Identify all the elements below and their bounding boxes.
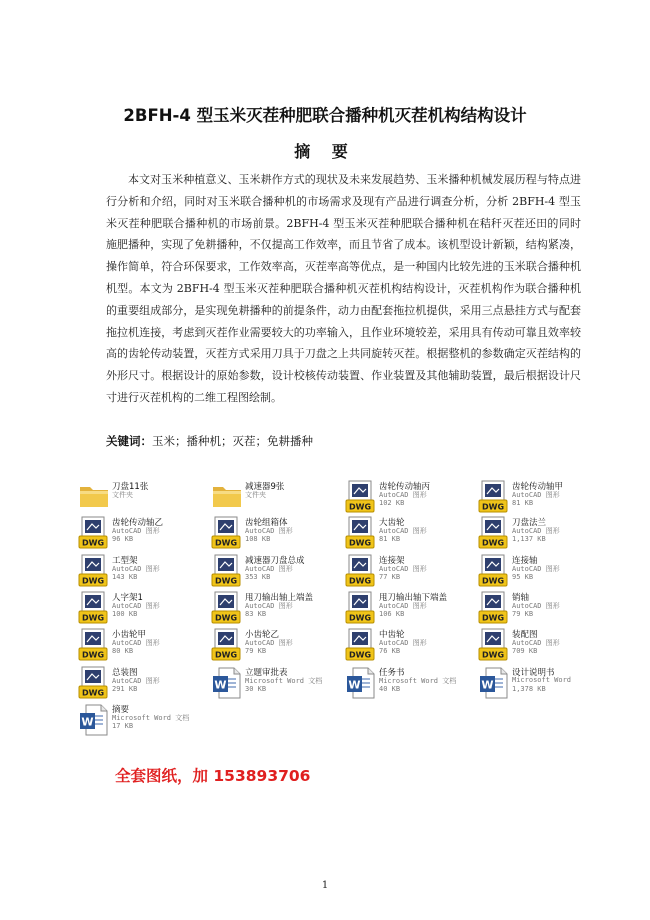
- file-item[interactable]: [478, 666, 610, 702]
- file-item[interactable]: [78, 480, 210, 516]
- folder-icon: [211, 480, 243, 514]
- svg-text:DWG: DWG: [481, 538, 505, 548]
- file-name: 工型架: [112, 556, 138, 566]
- file-type: AutoCAD 图形: [245, 565, 293, 573]
- file-name: 销轴: [512, 593, 530, 603]
- svg-text:DWG: DWG: [81, 613, 105, 623]
- dwg-file-icon: [478, 554, 510, 588]
- file-name: 齿轮传动轴甲: [512, 482, 564, 492]
- svg-text:DWG: DWG: [481, 613, 505, 623]
- dwg-file-icon: [345, 516, 377, 550]
- dwg-file-icon: [478, 480, 510, 514]
- keywords-line: [106, 433, 313, 449]
- file-name: 小齿轮甲: [112, 630, 147, 640]
- file-type: AutoCAD 图形: [512, 491, 560, 499]
- word-document-icon: [78, 703, 110, 737]
- dwg-file-icon: [78, 628, 110, 662]
- file-item[interactable]: [478, 554, 610, 590]
- svg-text:W: W: [481, 678, 494, 692]
- file-item[interactable]: [78, 703, 210, 739]
- file-type: AutoCAD 图形: [245, 602, 293, 610]
- svg-text:DWG: DWG: [214, 650, 238, 660]
- file-name: 装配图: [512, 630, 538, 640]
- file-name: 总装图: [112, 668, 138, 678]
- file-item[interactable]: [211, 591, 343, 627]
- file-name: 刀盘11张: [112, 482, 149, 492]
- file-type: AutoCAD 图形: [112, 677, 160, 685]
- file-type: AutoCAD 图形: [512, 639, 560, 647]
- file-name: 立题审批表: [245, 668, 288, 678]
- file-item[interactable]: [345, 480, 477, 516]
- file-type: AutoCAD 图形: [245, 527, 293, 535]
- file-item[interactable]: [211, 628, 343, 664]
- file-type: AutoCAD 图形: [379, 602, 427, 610]
- svg-text:DWG: DWG: [348, 650, 372, 660]
- svg-text:DWG: DWG: [348, 576, 372, 586]
- file-item[interactable]: [345, 628, 477, 664]
- file-name: 设计说明书: [512, 668, 555, 678]
- file-type: Microsoft Word 文档: [379, 677, 457, 685]
- svg-text:DWG: DWG: [214, 576, 238, 586]
- file-size: 81 KB: [512, 499, 534, 507]
- file-size: 79 KB: [512, 610, 534, 618]
- dwg-file-icon: [211, 628, 243, 662]
- file-type: 文件夹: [112, 491, 133, 499]
- file-name: 中齿轮: [379, 630, 405, 640]
- file-size: 108 KB: [245, 535, 271, 543]
- dwg-file-icon: [78, 591, 110, 625]
- file-type: AutoCAD 图形: [112, 639, 160, 647]
- file-name: 连接轴: [512, 556, 538, 566]
- dwg-file-icon: [211, 591, 243, 625]
- file-name: 甩刀输出轴上端盖: [245, 593, 314, 603]
- dwg-file-icon: [345, 554, 377, 588]
- keywords-label: 关键词：: [106, 434, 152, 448]
- dwg-file-icon: [478, 591, 510, 625]
- file-item[interactable]: [78, 591, 210, 627]
- file-item[interactable]: [478, 516, 610, 552]
- file-item[interactable]: [345, 666, 477, 702]
- file-listing: [78, 480, 618, 740]
- keywords-text: 玉米；播种机；灭茬；免耕播种: [152, 434, 313, 448]
- file-type: AutoCAD 图形: [112, 602, 160, 610]
- word-document-icon: [211, 666, 243, 700]
- file-size: 79 KB: [245, 647, 267, 655]
- dwg-file-icon: [211, 516, 243, 550]
- file-type: AutoCAD 图形: [379, 639, 427, 647]
- svg-text:DWG: DWG: [348, 538, 372, 548]
- svg-text:DWG: DWG: [81, 576, 105, 586]
- dwg-file-icon: [78, 554, 110, 588]
- file-type: AutoCAD 图形: [245, 639, 293, 647]
- file-name: 人字架1: [112, 593, 143, 603]
- svg-text:DWG: DWG: [481, 576, 505, 586]
- file-type: AutoCAD 图形: [512, 565, 560, 573]
- dwg-file-icon: [211, 554, 243, 588]
- dwg-file-icon: [78, 516, 110, 550]
- file-name: 大齿轮: [379, 518, 405, 528]
- file-item[interactable]: [211, 554, 343, 590]
- word-document-icon: [478, 666, 510, 700]
- svg-text:W: W: [81, 715, 94, 729]
- file-size: 17 KB: [112, 722, 134, 730]
- file-item[interactable]: [78, 628, 210, 664]
- file-size: 76 KB: [379, 647, 401, 655]
- svg-text:DWG: DWG: [348, 502, 372, 512]
- file-size: 81 KB: [379, 535, 401, 543]
- svg-text:DWG: DWG: [81, 650, 105, 660]
- file-type: Microsoft Word: [512, 676, 572, 684]
- dwg-file-icon: [78, 666, 110, 700]
- file-size: 100 KB: [112, 610, 138, 618]
- svg-text:DWG: DWG: [81, 538, 105, 548]
- svg-text:DWG: DWG: [214, 613, 238, 623]
- file-name: 小齿轮乙: [245, 630, 280, 640]
- file-name: 齿轮组箱体: [245, 518, 288, 528]
- file-item[interactable]: [211, 516, 343, 552]
- svg-text:DWG: DWG: [348, 613, 372, 623]
- file-name: 连接架: [379, 556, 405, 566]
- file-item[interactable]: [78, 554, 210, 590]
- dwg-file-icon: [345, 480, 377, 514]
- svg-text:W: W: [348, 678, 361, 692]
- file-item[interactable]: [478, 628, 610, 664]
- file-name: 摘要: [112, 705, 130, 715]
- file-size: 1,378 KB: [512, 685, 546, 693]
- file-item[interactable]: [211, 480, 343, 516]
- abstract-heading: 摘 要: [294, 142, 356, 161]
- file-item[interactable]: [345, 554, 477, 590]
- dwg-file-icon: [345, 591, 377, 625]
- svg-text:DWG: DWG: [481, 502, 505, 512]
- file-type: Microsoft Word 文档: [245, 677, 323, 685]
- dwg-file-icon: [345, 628, 377, 662]
- file-size: 40 KB: [379, 685, 401, 693]
- file-item[interactable]: [211, 666, 343, 702]
- file-type: AutoCAD 图形: [112, 527, 160, 535]
- svg-text:W: W: [214, 678, 227, 692]
- file-size: 96 KB: [112, 535, 134, 543]
- file-type: AutoCAD 图形: [379, 527, 427, 535]
- dwg-file-icon: [478, 516, 510, 550]
- file-name: 减速器刀盘总成: [245, 556, 305, 566]
- file-type: AutoCAD 图形: [379, 565, 427, 573]
- file-type: 文件夹: [245, 491, 266, 499]
- file-name: 齿轮传动轴丙: [379, 482, 431, 492]
- file-name: 刀盘法兰: [512, 518, 547, 528]
- promo-text: 全套图纸，加 153893706: [115, 767, 311, 785]
- document-title: 2BFH-4 型玉米灭茬种肥联合播种机灭茬机构结构设计: [123, 106, 527, 125]
- file-size: 77 KB: [379, 573, 401, 581]
- file-type: AutoCAD 图形: [512, 602, 560, 610]
- file-type: AutoCAD 图形: [112, 565, 160, 573]
- word-document-icon: [345, 666, 377, 700]
- file-item[interactable]: [345, 516, 477, 552]
- file-item[interactable]: [478, 480, 610, 516]
- file-name: 甩刀输出轴下端盖: [379, 593, 448, 603]
- dwg-file-icon: [478, 628, 510, 662]
- page-number: 1: [321, 880, 329, 891]
- file-name: 任务书: [379, 668, 405, 678]
- file-item[interactable]: [78, 666, 210, 702]
- file-item[interactable]: [345, 591, 477, 627]
- svg-text:DWG: DWG: [214, 538, 238, 548]
- abstract-body: 本文对玉米种植意义、玉米耕作方式的现状及未来发展趋势、玉米播种机械发展历程与特点进行分析和介绍，同时对玉米联合播种机的市场需求及现有产品进行调查分析，分析 2BFH-4 型玉米灭茬种肥联合播种机的市场前景。2BFH-4 型玉米灭茬种肥联合播种机在秸秆灭茬还田的同时施肥播种，实现了免耕播种，不仅提高工作效率，而且节省了成本。该机型设计新颖，结构紧凑，操作简单，符合环保要求，工作效率高，灭茬率高等优点，是一种国内比较先进的玉米联合播种机机型。本文为 2BFH-4 型玉米灭茬种肥联合播种机灭茬机构结构设计，灭茬机构作为联合播种机的重要组成部分，是实现免耕播种的前提条件，动力由配套拖拉机提供，采用三点悬挂方式与配套拖拉机连接，考虑到灭茬作业需要较大的功率输入，且作业环境较差，采用具有传动可靠且效率较高的齿轮传动装置，灭茬方式采用刀具于刀盘之上共同旋转灭茬。根据整机的参数确定灭茬结构的外形尺寸。根据设计的原始参数，设计校核传动装置、作业装置及其他辅助装置，最后根据设计尺寸进行灭茬机构的二维工程图绘制。: [106, 173, 581, 404]
- svg-text:DWG: DWG: [481, 650, 505, 660]
- file-size: 291 KB: [112, 685, 138, 693]
- file-type: AutoCAD 图形: [512, 527, 560, 535]
- file-size: 102 KB: [379, 499, 405, 507]
- file-size: 30 KB: [245, 685, 267, 693]
- file-size: 80 KB: [112, 647, 134, 655]
- file-name: 齿轮传动轴乙: [112, 518, 164, 528]
- folder-icon: [78, 480, 110, 514]
- file-size: 1,137 KB: [512, 535, 546, 543]
- file-item[interactable]: [78, 516, 210, 552]
- file-item[interactable]: [478, 591, 610, 627]
- file-name: 减速器9张: [245, 482, 285, 492]
- file-size: 709 KB: [512, 647, 538, 655]
- file-size: 143 KB: [112, 573, 138, 581]
- file-type: Microsoft Word 文档: [112, 714, 190, 722]
- file-size: 95 KB: [512, 573, 534, 581]
- svg-text:DWG: DWG: [81, 688, 105, 698]
- file-size: 83 KB: [245, 610, 267, 618]
- file-size: 353 KB: [245, 573, 271, 581]
- file-size: 106 KB: [379, 610, 405, 618]
- file-type: AutoCAD 图形: [379, 491, 427, 499]
